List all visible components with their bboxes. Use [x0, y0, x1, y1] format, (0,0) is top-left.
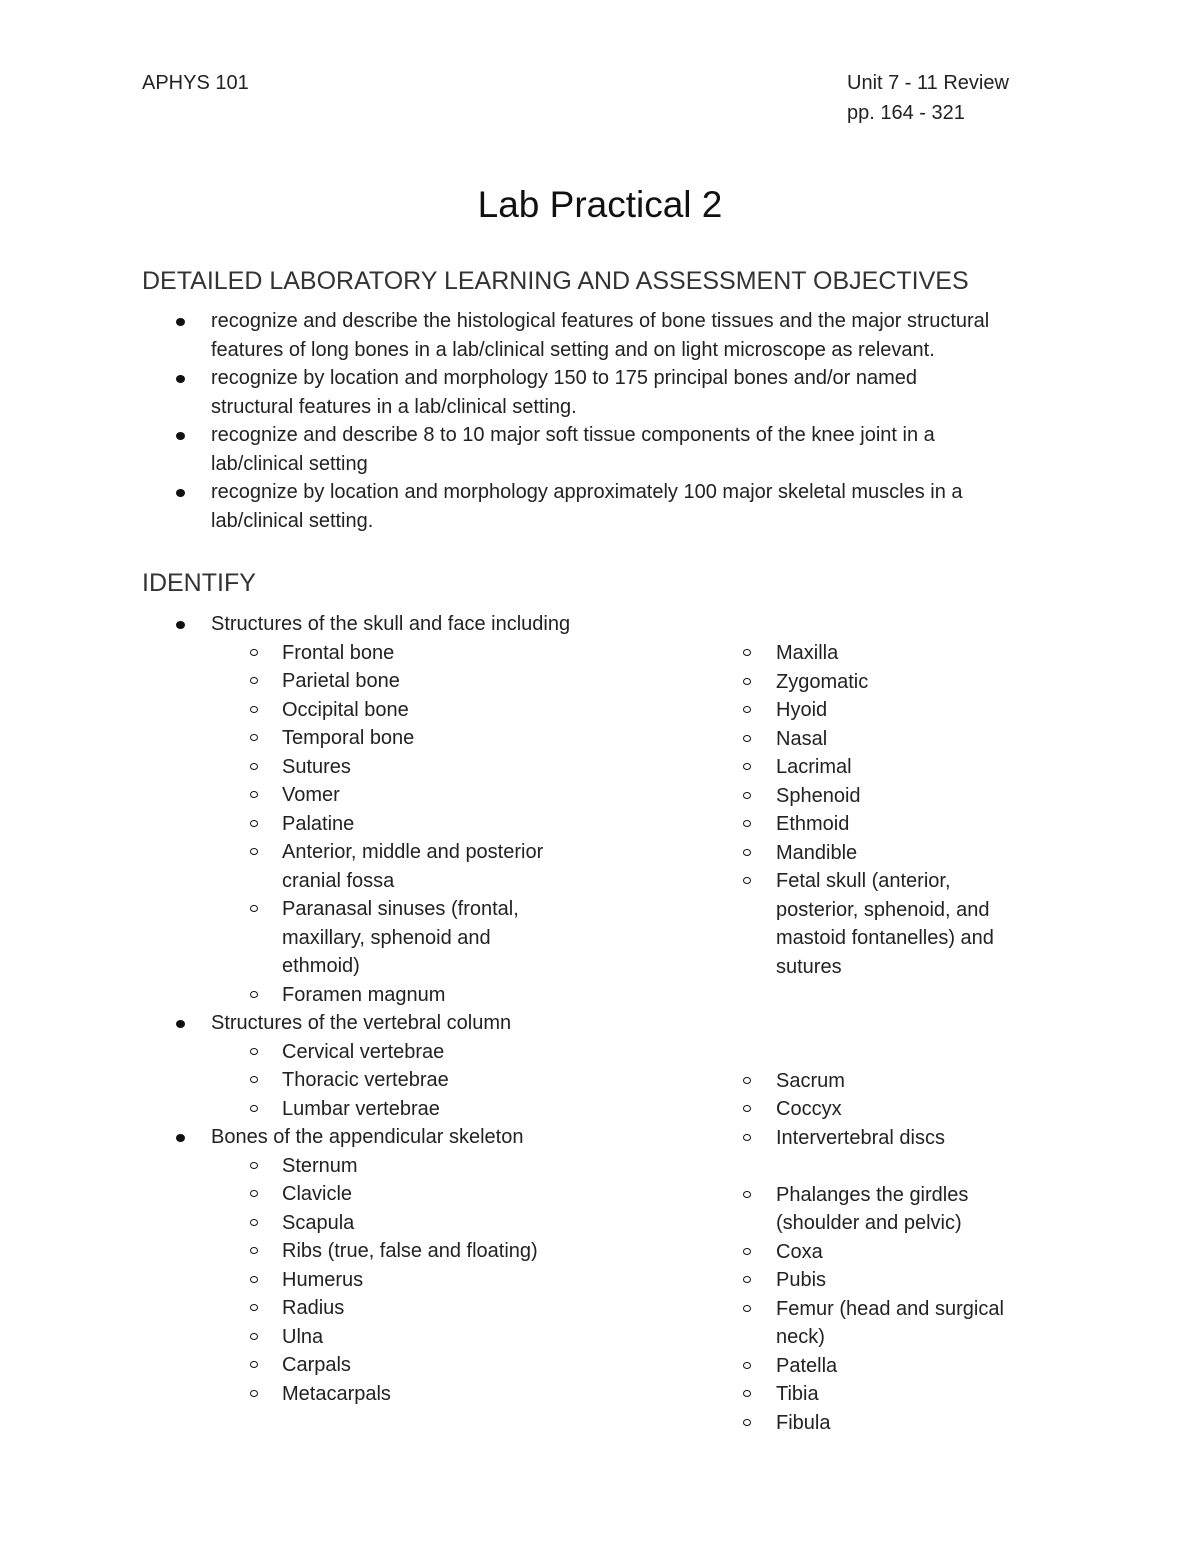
identify-item — [740, 1152, 1040, 1181]
unit-info — [847, 68, 1009, 128]
list-item-text — [211, 1123, 612, 1152]
list-item-line: lab/clinical setting. — [211, 509, 374, 532]
list-item-line: Cervical vertebrae — [282, 1040, 445, 1063]
document-title: Lab Practical 2 — [477, 184, 723, 225]
hollow-bullet-icon — [250, 1276, 258, 1283]
identify-item — [740, 725, 1040, 754]
identify-item — [142, 1095, 612, 1124]
list-item-line: recognize and describe the histological features of bone tissues and the major structural — [211, 310, 990, 332]
list-item-text — [282, 895, 582, 981]
identify-item — [740, 1409, 1040, 1438]
hollow-bullet-icon — [743, 1134, 751, 1141]
list-item-text — [776, 696, 1031, 725]
course-code: APHYS 101 — [142, 72, 249, 94]
list-item-line: (shoulder and pelvic) — [776, 1212, 962, 1234]
identify-item — [142, 981, 612, 1010]
identify-item — [740, 1067, 1040, 1096]
identify-item — [142, 895, 612, 981]
identify-item — [142, 1380, 612, 1409]
list-item-text — [776, 725, 1031, 754]
hollow-bullet-icon — [250, 1333, 258, 1340]
list-item-text — [776, 1352, 1031, 1381]
list-item-line: Sternum — [282, 1154, 358, 1177]
hollow-bullet-icon — [250, 1048, 258, 1055]
list-item-text — [776, 981, 1031, 1010]
list-item-text — [211, 307, 1062, 364]
list-item-line: Lumbar vertebrae — [282, 1097, 440, 1120]
identify-item — [142, 639, 612, 668]
list-item-line: Anterior, middle and posterior — [282, 841, 544, 863]
identify-item — [740, 1038, 1040, 1067]
identify-item — [740, 753, 1040, 782]
hollow-bullet-icon — [250, 1190, 258, 1197]
list-item-line: Ethmoid — [776, 813, 850, 835]
list-item-line: Temporal bone — [282, 727, 415, 749]
hollow-bullet-icon — [250, 1162, 258, 1169]
objective-item — [142, 364, 1062, 421]
identify-item — [740, 1295, 1040, 1352]
identify-item — [142, 1237, 612, 1266]
list-item-line: Parietal bone — [282, 670, 400, 692]
bullet-icon — [176, 375, 185, 383]
identify-item — [740, 782, 1040, 811]
list-item-line: Structures of the skull and face including — [211, 613, 571, 635]
objective-item — [142, 307, 1062, 364]
identify-item — [142, 1180, 612, 1209]
list-item-line: Tibia — [776, 1383, 819, 1405]
list-item-line: Nasal — [776, 727, 828, 750]
objectives-heading: DETAILED LABORATORY LEARNING AND ASSESSMENT OBJECTIVES — [142, 267, 969, 295]
identify-item — [142, 696, 612, 725]
list-item-text — [282, 1038, 582, 1067]
list-item-text — [282, 1351, 582, 1380]
list-item-line: maxillary, sphenoid and — [282, 926, 491, 949]
identify-item — [142, 810, 612, 839]
objective-item — [142, 478, 1062, 535]
list-item-line: posterior, sphenoid, and — [776, 898, 990, 921]
list-item-line: Humerus — [282, 1268, 364, 1291]
list-item-line: Metacarpals — [282, 1382, 391, 1405]
list-item-text — [211, 1009, 612, 1038]
list-item-text — [776, 1181, 1031, 1238]
list-item-text — [282, 1066, 582, 1095]
list-item-text — [211, 421, 1062, 478]
hollow-bullet-icon — [250, 677, 258, 684]
hollow-bullet-icon — [743, 1191, 751, 1198]
list-item-text — [282, 1095, 582, 1124]
hollow-bullet-icon — [743, 1077, 751, 1084]
list-item-line: Lacrimal — [776, 756, 852, 778]
list-item-text — [776, 867, 1031, 981]
list-item-line: Coccyx — [776, 1098, 842, 1120]
identify-item — [142, 1209, 612, 1238]
identify-item — [740, 1095, 1040, 1124]
identify-item — [740, 810, 1040, 839]
identify-item — [142, 667, 612, 696]
list-item-text — [211, 364, 1062, 421]
identify-item — [142, 1323, 612, 1352]
list-item-line: Vomer — [282, 784, 340, 806]
unit-title: Unit 7 - 11 Review — [847, 72, 1009, 94]
hollow-bullet-icon — [743, 678, 751, 685]
list-item-line: Sutures — [282, 755, 351, 778]
list-item-line — [776, 1010, 1031, 1039]
list-item-line: Fetal skull (anterior, — [776, 870, 951, 892]
list-item-text — [282, 1180, 582, 1209]
identify-item — [142, 724, 612, 753]
identify-item — [740, 867, 1040, 981]
list-item-line: recognize by location and morphology 150 to 175 principal bones and/or named — [211, 367, 918, 389]
hollow-bullet-icon — [250, 1361, 258, 1368]
list-item-line: structural features in a lab/clinical setting. — [211, 395, 577, 418]
hollow-bullet-icon — [743, 792, 751, 799]
list-item-line: Thoracic vertebrae — [282, 1069, 449, 1091]
identify-item — [142, 838, 612, 895]
list-item-text — [282, 753, 582, 782]
identify-item — [740, 981, 1040, 1010]
list-item-line: mastoid fontanelles) and — [776, 927, 994, 949]
hollow-bullet-icon — [743, 1276, 751, 1283]
hollow-bullet-icon — [250, 649, 258, 656]
identify-item — [740, 668, 1040, 697]
list-item-text — [776, 639, 1031, 668]
list-item-line: neck) — [776, 1326, 825, 1348]
list-item-line: Pubis — [776, 1269, 827, 1291]
list-item-line: cranial fossa — [282, 869, 395, 892]
list-item-line: Ulna — [282, 1325, 324, 1348]
list-item-line: Intervertebral discs — [776, 1126, 945, 1149]
hollow-bullet-icon — [743, 763, 751, 770]
hollow-bullet-icon — [743, 1105, 751, 1112]
objective-item — [142, 421, 1062, 478]
list-item-line: Fibula — [776, 1411, 831, 1434]
identify-item — [740, 639, 1040, 668]
hollow-bullet-icon — [250, 1390, 258, 1397]
identify-list-left — [142, 610, 612, 1408]
bullet-icon — [176, 489, 185, 497]
list-item-text — [776, 1238, 1031, 1267]
list-item-line: lab/clinical setting — [211, 452, 368, 475]
list-item-line: Foramen magnum — [282, 983, 446, 1006]
list-item-text — [282, 1237, 582, 1266]
list-item-text — [282, 667, 582, 696]
hollow-bullet-icon — [250, 905, 258, 912]
identify-item — [142, 781, 612, 810]
identify-heading: IDENTIFY — [142, 569, 256, 597]
identify-item — [142, 1294, 612, 1323]
identify-item — [740, 1238, 1040, 1267]
hollow-bullet-icon — [250, 1076, 258, 1083]
hollow-bullet-icon — [250, 848, 258, 855]
list-item-text — [776, 839, 1031, 868]
hollow-bullet-icon — [250, 1105, 258, 1112]
list-item-text — [282, 981, 582, 1010]
identify-category — [142, 1009, 612, 1038]
list-item-line: sutures — [776, 955, 842, 978]
identify-item — [142, 1351, 612, 1380]
list-item-text — [776, 1380, 1031, 1409]
list-item-line: Patella — [776, 1354, 838, 1377]
list-item-line: features of long bones in a lab/clinical setting and on light microscope as relevant. — [211, 338, 935, 361]
bullet-icon — [176, 621, 185, 629]
list-item-line — [776, 1152, 1031, 1181]
hollow-bullet-icon — [743, 649, 751, 656]
identify-item — [740, 696, 1040, 725]
list-item-line: Carpals — [282, 1354, 351, 1376]
list-item-line: Structures of the vertebral column — [211, 1012, 512, 1034]
identify-item — [740, 1266, 1040, 1295]
identify-item — [142, 1152, 612, 1181]
list-item-text — [282, 1209, 582, 1238]
list-item-text — [282, 639, 582, 668]
list-item-text — [282, 781, 582, 810]
list-item-line: Occipital bone — [282, 698, 409, 721]
identify-item — [142, 1038, 612, 1067]
list-item-line — [776, 1038, 1031, 1067]
hollow-bullet-icon — [250, 791, 258, 798]
hollow-bullet-icon — [743, 849, 751, 856]
list-item-text — [282, 696, 582, 725]
list-item-text — [282, 1266, 582, 1295]
list-item-line: Radius — [282, 1297, 345, 1319]
list-item-text — [211, 610, 612, 639]
list-item-line: Mandible — [776, 841, 858, 864]
list-item-text — [776, 1152, 1031, 1181]
list-item-line: Ribs (true, false and floating) — [282, 1240, 538, 1262]
hollow-bullet-icon — [250, 820, 258, 827]
list-item-text — [776, 668, 1031, 697]
list-item-text — [776, 782, 1031, 811]
list-item-text — [776, 1038, 1031, 1067]
identify-item — [740, 839, 1040, 868]
list-item-line: Sphenoid — [776, 784, 861, 807]
identify-item — [142, 1266, 612, 1295]
hollow-bullet-icon — [250, 1219, 258, 1226]
list-item-text — [776, 753, 1031, 782]
list-item-text — [776, 1124, 1031, 1153]
list-item-text — [282, 1152, 582, 1181]
list-item-line: Paranasal sinuses (frontal, — [282, 898, 519, 920]
identify-item — [740, 1181, 1040, 1238]
list-item-text — [776, 1295, 1031, 1352]
list-item-text — [776, 1010, 1031, 1039]
hollow-bullet-icon — [250, 706, 258, 713]
hollow-bullet-icon — [743, 735, 751, 742]
list-item-line: Coxa — [776, 1240, 823, 1263]
list-item-line: recognize by location and morphology approximately 100 major skeletal muscles in a — [211, 481, 963, 503]
hollow-bullet-icon — [743, 1390, 751, 1397]
page-range: pp. 164 - 321 — [847, 102, 965, 124]
list-item-line: Frontal bone — [282, 641, 395, 664]
list-item-line: ethmoid) — [282, 955, 360, 977]
identify-item — [142, 753, 612, 782]
hollow-bullet-icon — [743, 1419, 751, 1426]
hollow-bullet-icon — [250, 763, 258, 770]
hollow-bullet-icon — [743, 820, 751, 827]
hollow-bullet-icon — [743, 1248, 751, 1255]
bullet-icon — [176, 432, 185, 440]
hollow-bullet-icon — [743, 1305, 751, 1312]
list-item-line: Phalanges the girdles — [776, 1183, 969, 1206]
list-item-line: Femur (head and surgical — [776, 1297, 1004, 1320]
identify-item — [740, 1352, 1040, 1381]
bullet-icon — [176, 318, 185, 326]
list-item-line: Clavicle — [282, 1183, 353, 1205]
list-item-line: Hyoid — [776, 699, 828, 721]
list-item-line: Zygomatic — [776, 670, 869, 693]
hollow-bullet-icon — [743, 877, 751, 884]
list-item-text — [776, 1095, 1031, 1124]
identify-item — [740, 1380, 1040, 1409]
identify-category — [142, 1123, 612, 1152]
objectives-list — [142, 307, 1062, 535]
list-item-line: Scapula — [282, 1211, 355, 1234]
list-item-text — [282, 724, 582, 753]
list-item-text — [776, 1067, 1031, 1096]
hollow-bullet-icon — [250, 734, 258, 741]
list-item-line: Maxilla — [776, 642, 839, 664]
list-item-text — [776, 1409, 1031, 1438]
identify-item — [142, 1066, 612, 1095]
list-item-text — [776, 810, 1031, 839]
list-item-text — [776, 1266, 1031, 1295]
list-item-text — [282, 838, 582, 895]
hollow-bullet-icon — [250, 1304, 258, 1311]
bullet-icon — [176, 1020, 185, 1028]
list-item-line — [776, 981, 1031, 1010]
hollow-bullet-icon — [743, 706, 751, 713]
list-item-text — [282, 1323, 582, 1352]
hollow-bullet-icon — [250, 991, 258, 998]
identify-item — [740, 1124, 1040, 1153]
list-item-text — [282, 810, 582, 839]
list-item-text — [282, 1380, 582, 1409]
identify-item — [740, 1010, 1040, 1039]
identify-category — [142, 610, 612, 639]
bullet-icon — [176, 1134, 185, 1142]
list-item-text — [282, 1294, 582, 1323]
identify-list-right — [740, 639, 1040, 1437]
hollow-bullet-icon — [250, 1247, 258, 1254]
list-item-text — [211, 478, 1062, 535]
list-item-line: Sacrum — [776, 1069, 845, 1092]
list-item-line: Bones of the appendicular skeleton — [211, 1126, 524, 1148]
list-item-line: recognize and describe 8 to 10 major soft tissue components of the knee joint in a — [211, 424, 935, 446]
list-item-line: Palatine — [282, 812, 355, 835]
hollow-bullet-icon — [743, 1362, 751, 1369]
